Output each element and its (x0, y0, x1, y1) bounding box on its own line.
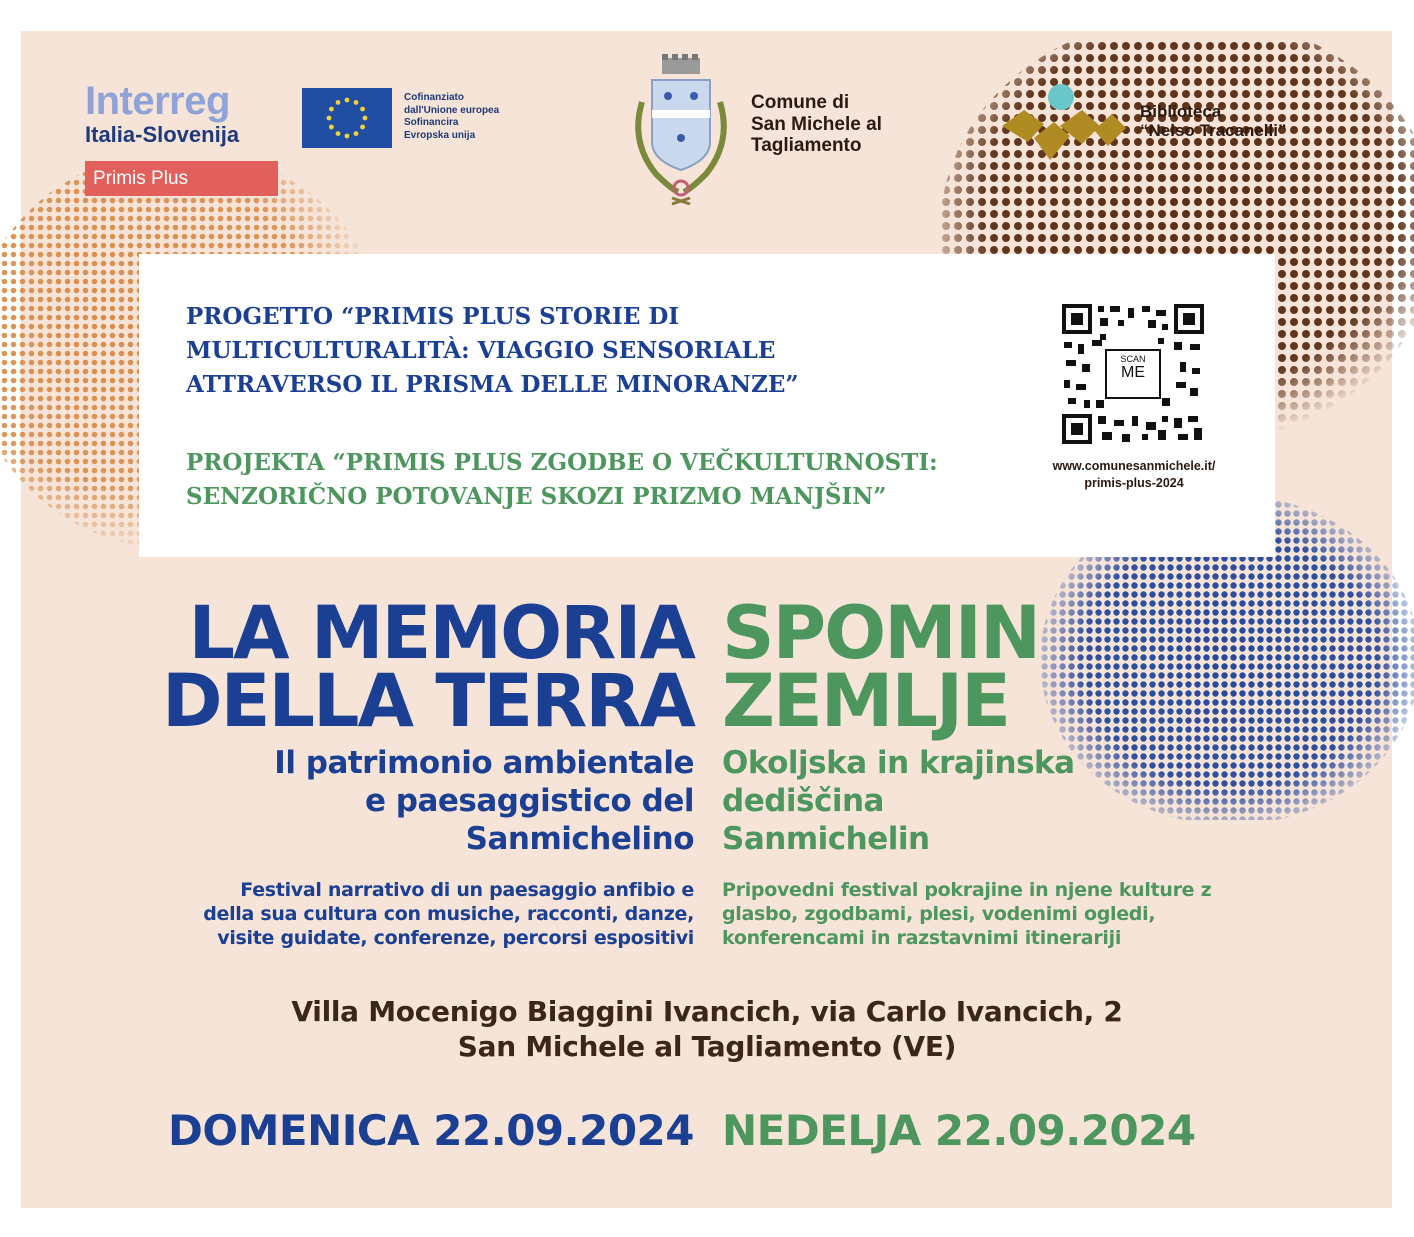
description-it (203, 878, 694, 950)
subtitle-sl-line-2: dediščina (722, 783, 884, 819)
library-books-icon (998, 80, 1128, 166)
subtitle-sl (722, 744, 1075, 858)
event-date-sl: NEDELJA 22.09.2024 (722, 1106, 1196, 1155)
main-title-sl (722, 591, 1040, 744)
venue (0, 994, 1414, 1064)
description-sl (722, 878, 1211, 950)
project-it-line-1: PROGETTO “PRIMIS PLUS STORIE DI (186, 303, 680, 330)
biblioteca-line-1: Biblioteca (1140, 102, 1222, 121)
eu-cofunding-text (404, 92, 499, 142)
description-sl-line-2: glasbo, zgodbami, plesi, vodenimi ogledi, (722, 903, 1156, 925)
venue-line-1: Villa Mocenigo Biaggini Ivancich, via Carlo Ivancich, 2 (291, 995, 1123, 1028)
eu-line-2: dall'Unione europea (404, 104, 500, 116)
primis-plus-badge (85, 161, 278, 196)
description-sl-line-3: konferencami in razstavnimi itinerariji (722, 927, 1122, 949)
eu-line-1: Cofinanziato (404, 92, 464, 103)
venue-line-2: San Michele al Tagliamento (VE) (457, 1030, 957, 1063)
subtitle-sl-line-1: Okoljska in krajinska (722, 745, 1075, 781)
project-sl-line-1: PROJEKTA “PRIMIS PLUS ZGODBE O VEČKULTURNOSTI: (186, 449, 938, 476)
subtitle-sl-line-3: Sanmichelin (722, 821, 930, 857)
eu-line-3: Sofinancira (404, 117, 459, 128)
qr-url-line-2: primis-plus-2024 (1084, 476, 1184, 490)
description-it-line-3: visite guidate, conferenze, percorsi espositivi (217, 927, 694, 949)
main-title-it-line-1: LA MEMORIA (188, 591, 694, 676)
biblioteca-name (1140, 102, 1286, 140)
subtitle-it-line-3: Sanmichelino (465, 821, 694, 857)
interreg-program: Italia-Slovenija (85, 122, 240, 147)
qr-url[interactable] (1030, 458, 1238, 492)
project-it-line-3: ATTRAVERSO IL PRISMA DELLE MINORANZE” (186, 371, 799, 398)
coat-of-arms-icon (622, 52, 740, 210)
project-sl-line-2: SENZORIČNO POTOVANJE SKOZI PRIZMO MANJŠIN” (186, 483, 887, 510)
event-date-it: DOMENICA 22.09.2024 (168, 1106, 694, 1155)
main-title-it-line-2: DELLA TERRA (162, 659, 694, 744)
subtitle-it-line-1: Il patrimonio ambientale (274, 745, 694, 781)
comune-name (751, 92, 882, 157)
qr-scan-label-1: SCAN (1120, 354, 1146, 364)
qr-url-line-1: www.comunesanmichele.it/ (1052, 459, 1216, 473)
eu-line-4: Evropska unija (404, 129, 476, 141)
qr-scan-label (1106, 354, 1160, 382)
comune-line-1: Comune di (751, 92, 850, 113)
description-it-line-2: della sua cultura con musiche, racconti, danze, (203, 903, 694, 925)
project-title-it (186, 300, 799, 402)
subtitle-it-line-2: e paesaggistico del (364, 783, 694, 819)
primis-plus-badge-label: Primis Plus (93, 168, 189, 189)
main-title-sl-line-1: SPOMIN (722, 591, 1040, 676)
project-title-sl (186, 446, 938, 514)
description-it-line-1: Festival narrativo di un paesaggio anfibio e (240, 879, 694, 901)
comune-line-3: Tagliamento (751, 135, 862, 156)
main-title-sl-line-2: ZEMLJE (722, 659, 1009, 744)
eu-flag-icon (302, 88, 392, 148)
biblioteca-line-2: “Nelso Tracanelli” (1140, 121, 1287, 140)
qr-scan-label-2: ME (1121, 364, 1145, 381)
subtitle-it (274, 744, 694, 858)
interreg-logo-text: Interreg (85, 79, 230, 123)
project-it-line-2: MULTICULTURALITÀ: VIAGGIO SENSORIALE (186, 337, 776, 364)
main-title-it (162, 591, 694, 744)
description-sl-line-1: Pripovedni festival pokrajine in njene kulture z (722, 879, 1212, 901)
comune-line-2: San Michele al (751, 113, 882, 135)
